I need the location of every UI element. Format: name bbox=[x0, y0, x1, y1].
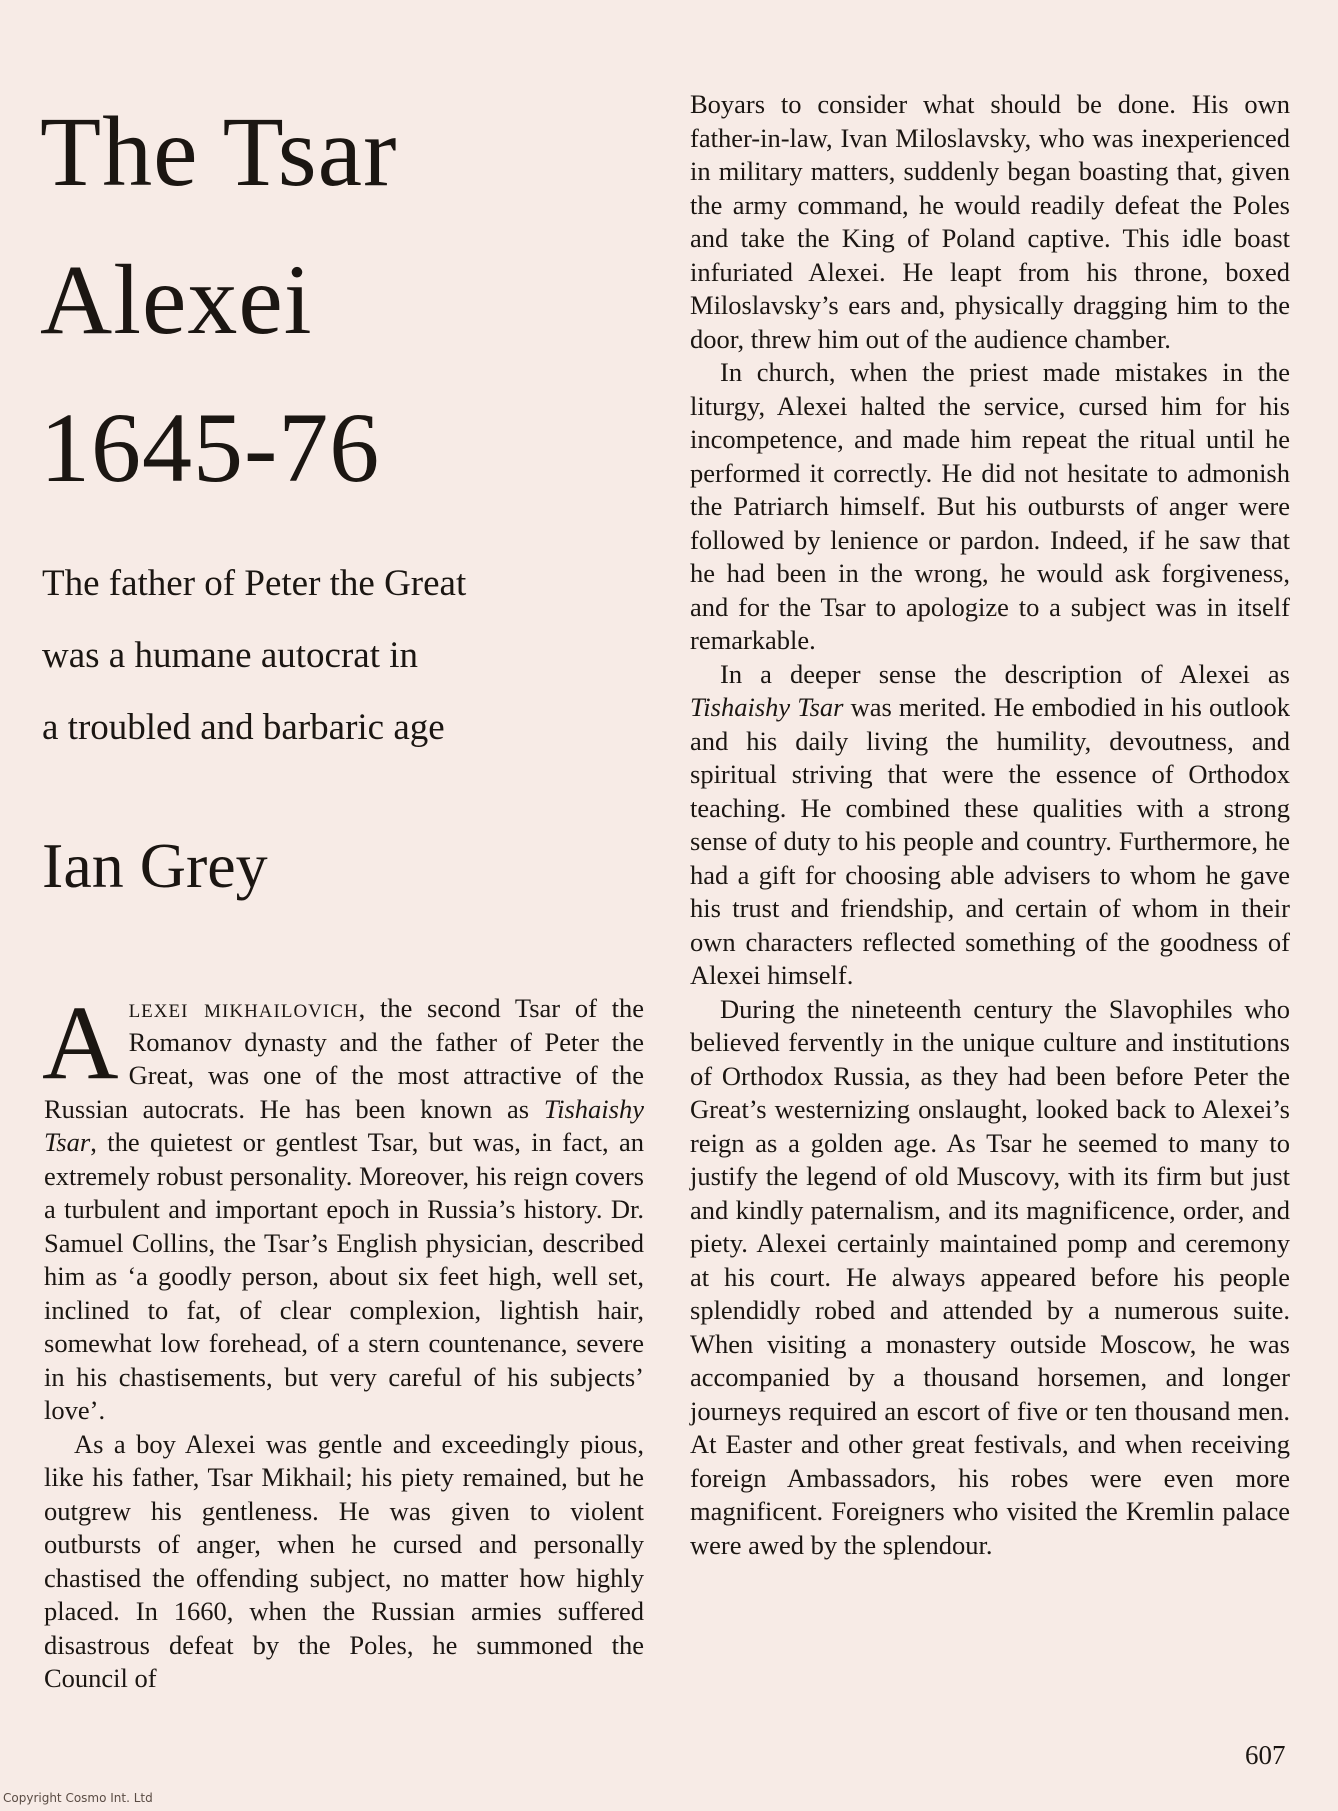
copyright-notice: Copyright Cosmo Int. Ltd bbox=[3, 1791, 153, 1805]
paragraph-text: In a deeper sense the description of Alexei as bbox=[720, 658, 1290, 689]
left-column bbox=[42, 984, 644, 1696]
lead-smallcaps: lexei mikhailovich bbox=[128, 993, 359, 1023]
article-subtitle bbox=[42, 548, 622, 764]
italic-term: Tishaishy Tsar bbox=[44, 1093, 644, 1157]
paragraph bbox=[690, 658, 1290, 993]
italic-term: Tishaishy Tsar bbox=[690, 692, 844, 722]
drop-cap: A bbox=[42, 984, 119, 1101]
title-line-2: Alexei bbox=[40, 244, 313, 355]
paragraph-text: , the second Tsar of the Romanov dynasty and the father of Peter the Great, was one of the most attractive of the Russian autocrats. He has been known as bbox=[44, 993, 644, 1124]
paragraph-text: was merited. He embodied in his outlook and his daily living the humility, devoutness, and spiritual striving that were the essence of Orthodox teaching. He combined these qualities with a strong sense of duty to his people and country. Furthermore, he had a gift for choosing able advisers to whom he gave his trust and friendship, and certain of whom in their own characters reflected something of the goodness of Alexei himself. bbox=[690, 692, 1290, 990]
subtitle-line-2: was a humane autocrat in bbox=[42, 635, 419, 676]
paragraph: As a boy Alexei was gentle and exceedingly pious, like his father, Tsar Mikhail; his piety remained, but he outgrew his gentleness. He was given to violent outbursts of anger, when he cursed and personally chastised the offending subject, no matter how highly placed. In 1660, when the Russian armies suffered disastrous defeat by the Poles, he summoned the Council of bbox=[44, 1428, 644, 1693]
right-column bbox=[690, 88, 1290, 1562]
paragraph: Boyars to consider what should be done. His own father-in-law, Ivan Miloslavsky, who was inexperienced in military matters, suddenly began boasting that, given the army command, he would readily defeat the Poles and take the King of Poland captive. This idle boast infuriated Alexei. He leapt from his throne, boxed Miloslavsky’s ears and, physically dragging him to the door, threw him out of the audience chamber. bbox=[690, 89, 1290, 354]
paragraph: During the nineteenth century the Slavophiles who believed fervently in the unique culture and institutions of Orthodox Russia, as they had been before Peter the Great’s westernizing onslaught, looked back to Alexei’s reign as a golden age. As Tsar he seemed to many to justify the legend of old Muscovy, with its firm but just and kindly paternalism, and its magnificence, order, and piety. Alexei certainly maintained pomp and ceremony at his court. He always appeared before his people splendidly robed and attended by a numerous suite. When visiting a monastery outside Moscow, he was accompanied by a thousand horsemen, and longer journeys required an escort of five or ten thousand men. At Easter and other great festivals, and when receiving foreign Ambassadors, his robes were even more magnificent. Foreigners who visited the Kremlin palace were awed by the splendour. bbox=[690, 993, 1290, 1560]
subtitle-line-3: a troubled and barbaric age bbox=[42, 707, 445, 748]
article-title bbox=[40, 78, 600, 522]
paragraph-text: , the quietest or gentlest Tsar, but was, in fact, an extremely robust personality. Moreover, his reign covers a turbulent and important epoch in Russia’s history. Dr. Samuel Collins, the Tsar’s English physician, described him as ‘a goodly person, about six feet high, well set, inclined to fat, of clear complexion, lightish hair, somewhat low forehead, of a stern countenance, severe in his chastisements, but very careful of his subjects’ love’. bbox=[44, 1127, 644, 1425]
title-line-3: 1645-76 bbox=[40, 392, 381, 503]
paragraph bbox=[42, 984, 644, 1428]
subtitle-line-1: The father of Peter the Great bbox=[42, 563, 467, 604]
author-name: Ian Grey bbox=[42, 830, 268, 901]
paragraph: In church, when the priest made mistakes in the liturgy, Alexei halted the service, cursed him for his incompetence, and made him repeat the ritual until he performed it correctly. He did not hesitate to admonish the Patriarch himself. But his outbursts of anger were followed by lenience or pardon. Indeed, if he saw that he had been in the wrong, he would ask forgiveness, and for the Tsar to apologize to a subject was in itself remarkable. bbox=[690, 357, 1290, 655]
page-number: 607 bbox=[1245, 1740, 1286, 1770]
title-line-1: The Tsar bbox=[40, 96, 398, 207]
